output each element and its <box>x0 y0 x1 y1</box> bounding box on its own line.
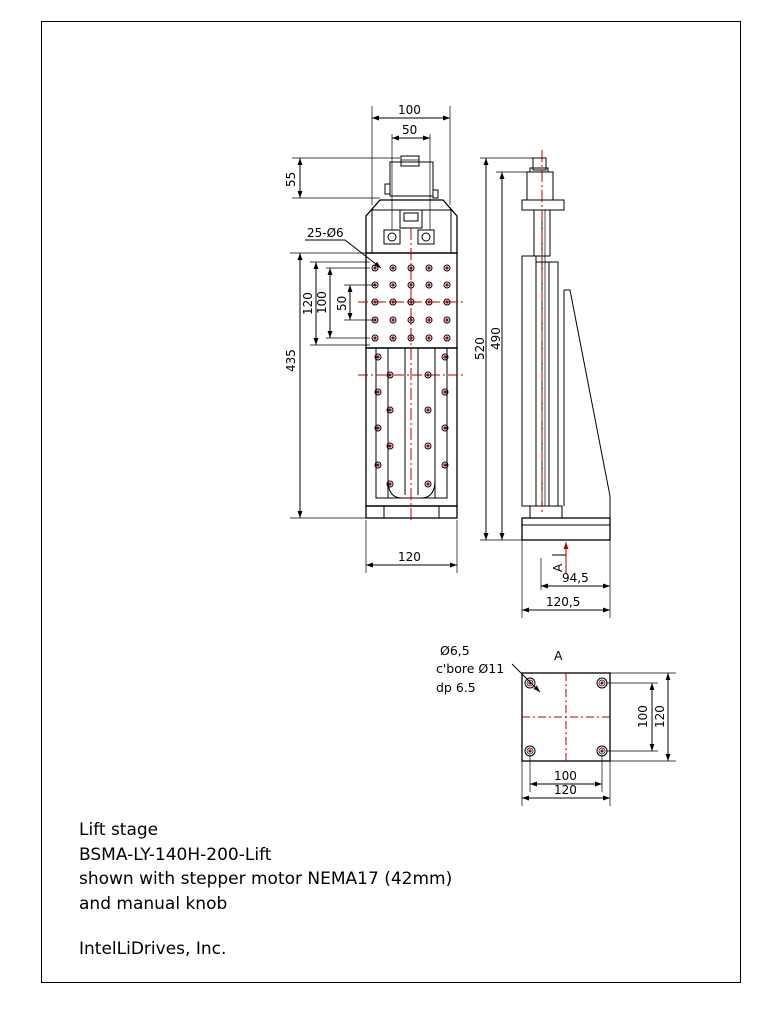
view-a-title: A <box>554 648 563 663</box>
mounting-hole-center <box>445 266 448 269</box>
dim-a-100-h: 100 <box>554 769 577 783</box>
hole-note-1: Ø6,5 <box>440 643 470 658</box>
view-a <box>436 643 676 806</box>
front-view-dimensions <box>284 103 457 573</box>
body-hole-center <box>376 463 379 466</box>
dim-55: 55 <box>284 171 298 187</box>
body-hole-center <box>388 482 391 485</box>
dim-120-pattern: 120 <box>301 292 315 315</box>
dim-94-5: 94,5 <box>562 571 589 585</box>
mounting-hole-center <box>445 283 448 286</box>
view-marker-a: A <box>551 563 565 572</box>
mounting-hole-center <box>409 300 412 303</box>
dim-100-top: 100 <box>398 103 421 117</box>
mounting-hole-center <box>391 266 394 269</box>
mounting-hole-center <box>409 266 412 269</box>
dim-120-5: 120,5 <box>546 595 581 609</box>
mounting-hole-center <box>391 283 394 286</box>
dim-50-pattern: 50 <box>335 295 349 311</box>
mounting-hole-center <box>373 266 376 269</box>
plate-hole-center <box>528 749 531 752</box>
hole-note-3: dp 6.5 <box>436 680 476 695</box>
company-name: IntelLiDrives, Inc. <box>79 939 227 959</box>
body-hole-center <box>443 463 446 466</box>
mounting-hole-center <box>391 300 394 303</box>
top-housing <box>366 200 457 253</box>
dim-25-holes: 25-Ø6 <box>307 226 344 240</box>
mounting-hole-center <box>391 336 394 339</box>
body-hole-center <box>443 426 446 429</box>
mounting-hole-center <box>427 318 430 321</box>
mounting-hole-center <box>445 336 448 339</box>
dim-100-pattern: 100 <box>315 291 329 314</box>
mounting-hole-center <box>391 318 394 321</box>
mounting-hole-center <box>409 336 412 339</box>
side-base <box>522 518 610 540</box>
caption-motor: shown with stepper motor NEMA17 (42mm) <box>79 869 453 889</box>
plate-hole-center <box>600 749 603 752</box>
mounting-hole-center <box>409 318 412 321</box>
dim-490: 490 <box>489 327 503 350</box>
body-hole-center <box>426 444 429 447</box>
body-hole-center <box>376 390 379 393</box>
dim-520: 520 <box>473 337 487 360</box>
body-hole-center <box>443 390 446 393</box>
body-hole-center <box>443 355 446 358</box>
body-hole-center <box>426 482 429 485</box>
mounting-hole-center <box>427 283 430 286</box>
dim-a-100-v: 100 <box>636 705 650 728</box>
dim-435: 435 <box>284 349 298 372</box>
dim-120-base: 120 <box>398 550 421 564</box>
caption-block <box>79 818 452 916</box>
caption-knob: and manual knob <box>79 893 228 914</box>
motor-body <box>390 162 433 196</box>
body-hole-center <box>376 355 379 358</box>
mounting-hole-center <box>427 336 430 339</box>
mounting-hole-center <box>445 318 448 321</box>
side-view <box>522 150 610 540</box>
body-hole-center <box>388 408 391 411</box>
plate-hole-center <box>600 681 603 684</box>
body-hole-center <box>426 373 429 376</box>
dim-a-120-h: 120 <box>554 783 577 797</box>
mounting-hole-center <box>373 300 376 303</box>
dim-50-top: 50 <box>402 123 418 137</box>
mounting-hole-center <box>445 300 448 303</box>
body-hole-center <box>376 426 379 429</box>
front-view <box>358 156 465 520</box>
mounting-hole-center <box>427 266 430 269</box>
mounting-hole-center <box>427 300 430 303</box>
dim-a-120-v: 120 <box>653 705 667 728</box>
hole-note-2: c'bore Ø11 <box>436 661 505 676</box>
mounting-hole-center <box>409 283 412 286</box>
mounting-hole-center <box>373 336 376 339</box>
body-hole-center <box>388 373 391 376</box>
caption-model: BSMA-LY-140H-200-Lift <box>79 844 272 865</box>
body-hole-center <box>388 444 391 447</box>
motor-knob <box>401 156 419 166</box>
caption-title: Lift stage <box>79 820 159 840</box>
body-hole-center <box>426 408 429 411</box>
